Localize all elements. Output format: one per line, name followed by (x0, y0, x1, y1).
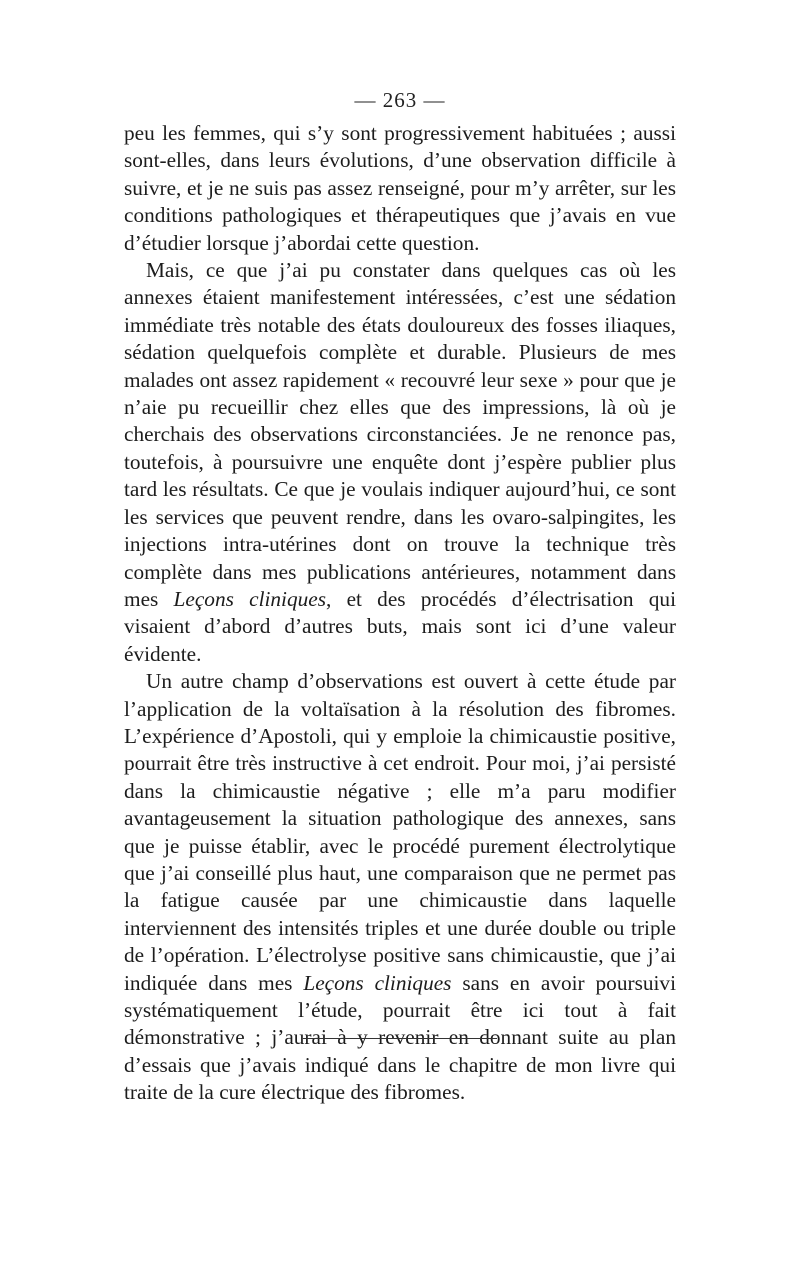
page-number: — 263 — (354, 88, 446, 112)
paragraph-2 (124, 257, 676, 668)
paragraph-1 (124, 120, 676, 257)
body-text (124, 120, 676, 1107)
paragraph-3-text-b: sans en avoir poursuivi systématiquement l’étude, pourrait être ici tout à fait démonstrative ; j’aurai à y revenir en donnant suite au plan d’essais que j’avais indiqué dans le chapitre de mon livre qui traite de la cure électrique des fibromes. (124, 970, 676, 1105)
paragraph-1-text: peu les femmes, qui s’y sont progressivement habituées ; aussi sont-elles, dans leurs évolutions, d’une observation difficile à suivre, et je ne suis pas assez renseigné, pour m’y arrêter, sur les conditions pathologiques et thérapeutiques que j’avais en vue d’étudier lorsque j’abordai cette question. (124, 121, 676, 255)
paragraph-2-text-a: Mais, ce que j’ai pu constater dans quelques cas où les annexes étaient manifestement intéressées, c’est une sédation immédiate très notable des états douloureux des fosses iliaques, sédation quelquefois complète et durable. Plusieurs de mes malades ont assez rapidement « recouvré leur sexe » pour que je n’aie pu recueillir chez elles que des impressions, là où je cherchais des observations circonstanciées. Je ne renonce pas, toutefois, à poursuivre une enquête dont j’espère publier plus tard les résultats. Ce que je voulais indiquer aujourd’hui, ce sont les services que peuvent rendre, dans les ovaro-salpingites, les injections intra-utérines dont on trouve la technique très complète dans mes publications antérieures, notamment dans mes (124, 258, 676, 611)
paragraph-3 (124, 668, 676, 1107)
paragraph-3-book-title: Leçons cliniques (303, 970, 452, 995)
end-of-chapter-rule (303, 1038, 497, 1039)
paragraph-2-text-b: , et des procédés d’électrisation qui visaient d’abord d’autres buts, mais sont ici d’une valeur évidente. (124, 586, 676, 666)
paragraph-2-book-title: Leçons cliniques (173, 586, 327, 611)
paragraph-3-text-a: Un autre champ d’observations est ouvert à cette étude par l’application de la voltaïsation à la résolution des fibromes. L’expérience d’Apostoli, qui y emploie la chimicaustie positive, pourrait être très instructive à cet endroit. Pour moi, j’ai persisté dans la chimicaustie négative ; elle m’a paru modifier avantageusement la situation pathologique des annexes, sans que je puisse établir, avec le procédé purement électrolytique que j’ai conseillé plus haut, une comparaison que ne permet pas la fatigue causée par une chimicaustie dans laquelle interviennent des intensités triples et une durée double ou triple de l’opération. L’électrolyse positive sans chimicaustie, que j’ai indiquée dans mes (124, 669, 676, 995)
